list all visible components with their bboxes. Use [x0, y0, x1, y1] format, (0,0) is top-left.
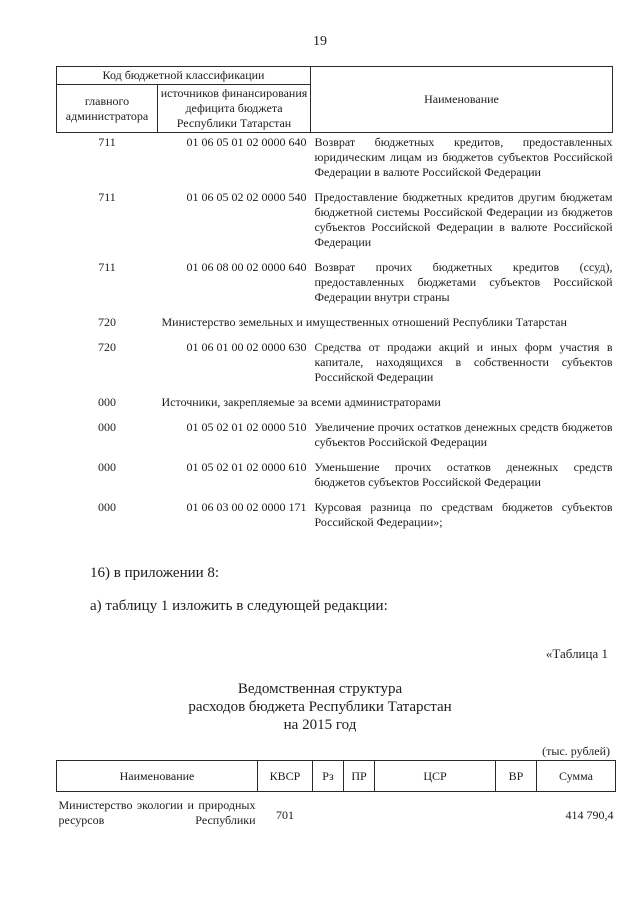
table-row: [57, 188, 613, 258]
table-row: [57, 133, 613, 189]
table-row: [57, 498, 613, 532]
table-header-row: [57, 67, 613, 85]
row-name: Курсовая разница по средствам бюджетов субъектов Российской Федерации»;: [314, 500, 613, 529]
row-name: Возврат прочих бюджетных кредитов (ссуд), предоставленных бюджетами субъектов Российской Федерации внутри страны: [314, 260, 613, 304]
admin-code: 000: [98, 460, 116, 474]
table-row: [57, 458, 613, 498]
table-row: [57, 338, 613, 393]
header-csr: ЦСР: [375, 761, 496, 792]
header-code-group: Код бюджетной классификации: [57, 67, 311, 85]
title-line: Ведомственная структура: [237, 681, 403, 697]
admin-code: 000: [98, 420, 116, 434]
header-sum: Сумма: [537, 761, 616, 792]
administrator-title: Источники, закрепляемые за всеми администраторами: [161, 395, 441, 409]
header-name: Наименование: [57, 761, 258, 792]
source-code: 01 06 01 00 02 0000 630: [186, 340, 307, 354]
vr-value: [496, 792, 537, 829]
header-source: источников финансирования дефицита бюджета Республики Татарстан: [158, 85, 311, 133]
header-vr: ВР: [496, 761, 537, 792]
csr-value: [375, 792, 496, 829]
units-label: (тыс. рублей): [542, 744, 610, 758]
source-code: 01 06 05 02 02 0000 540: [186, 190, 307, 204]
row-name: Средства от продажи акций и иных форм участия в капитале, находящихся в собственности субъектов Российской Федерации: [314, 340, 613, 384]
table-row: [57, 792, 616, 829]
admin-code: 720: [98, 315, 116, 329]
row-name: Уменьшение прочих остатков денежных средств бюджетов субъектов Российской Федерации: [314, 460, 613, 489]
admin-code: 000: [98, 500, 116, 514]
rz-value: [313, 792, 344, 829]
row-name: Увеличение прочих остатков денежных средств бюджетов субъектов Российской Федерации: [314, 420, 613, 449]
table-caption: «Таблица 1: [545, 646, 608, 661]
source-code: 01 06 05 01 02 0000 640: [186, 135, 307, 149]
table-row: [57, 393, 613, 418]
budget-sources-table: [56, 66, 613, 532]
row-name: Министерство экологии и природных ресурсов Республики: [58, 798, 256, 827]
admin-code: 000: [98, 395, 116, 409]
source-code: 01 06 08 00 02 0000 640: [186, 260, 307, 274]
admin-code: 720: [98, 340, 116, 354]
source-code: 01 05 02 01 02 0000 510: [186, 420, 307, 434]
expenditure-table: [56, 760, 616, 828]
paragraph-table-1: а) таблицу 1 изложить в следующей редакции:: [90, 598, 388, 614]
sum-value: 414 790,4: [565, 808, 614, 822]
admin-code: 711: [98, 135, 116, 149]
header-admin: главного администратора: [57, 85, 158, 133]
row-name: Возврат бюджетных кредитов, предоставленных юридическим лицам из бюджетов субъектов Российской Федерации в валюте Российской Федерации: [314, 135, 613, 179]
table-row: [57, 313, 613, 338]
header-kvsr: КВСР: [258, 761, 313, 792]
pr-value: [344, 792, 375, 829]
header-name: Наименование: [311, 67, 613, 133]
administrator-title: Министерство земельных и имущественных отношений Республики Татарстан: [161, 315, 567, 329]
header-pr: ПР: [344, 761, 375, 792]
title-line: на 2015 год: [283, 717, 357, 733]
table-row: [57, 418, 613, 458]
table-header-row: [57, 761, 616, 792]
title-line: расходов бюджета Республики Татарстан: [188, 699, 452, 715]
table-row: [57, 258, 613, 313]
paragraph-appendix-8: 16) в приложении 8:: [90, 565, 220, 581]
source-code: 01 06 03 00 02 0000 171: [186, 500, 307, 514]
kvsr-value: 701: [276, 808, 294, 822]
page-number: 19: [313, 34, 327, 49]
source-code: 01 05 02 01 02 0000 610: [186, 460, 307, 474]
row-name: Предоставление бюджетных кредитов другим бюджетам бюджетной системы Российской Федерации из бюджетов субъектов Российской Федерации в валюте Российской Федерации: [314, 190, 613, 249]
document-title: [0, 680, 640, 734]
admin-code: 711: [98, 190, 116, 204]
admin-code: 711: [98, 260, 116, 274]
header-rz: Рз: [313, 761, 344, 792]
